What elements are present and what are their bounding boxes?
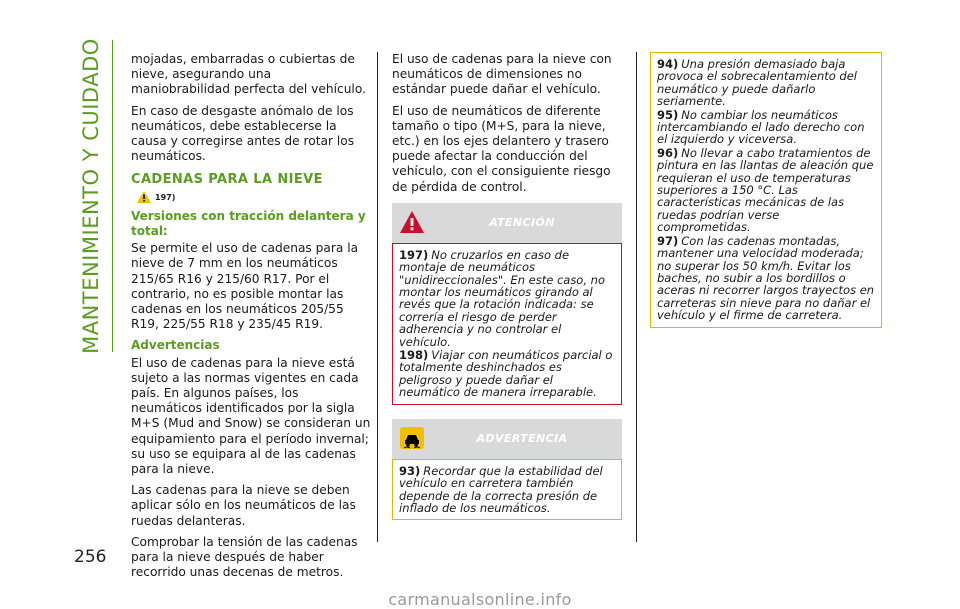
chapter-divider xyxy=(112,40,113,352)
warning-triangle-icon xyxy=(137,191,151,203)
paragraph: El uso de cadenas para la nieve está sujeto a las normas vigentes en cada país. En algunos países, los neumáticos identificados por la sigla M+S (Mud and Snow) se consideran un equipamiento para el período invernal; su uso se equipara al de las cadenas para la nieve. xyxy=(131,355,371,477)
column-3 xyxy=(650,52,882,328)
advertencia-box xyxy=(392,459,622,521)
atencion-label: ATENCIÓN xyxy=(489,215,555,229)
advertencia-continued-box xyxy=(650,52,882,328)
note-item: 96) No llevar a cabo tratamientos de pintura en las llantas de aleación que requieran el uso de temperaturas superiores a 150 °C. Las características mecánicas de las ruedas podrían verse comprometidas. xyxy=(657,145,874,235)
watermark: carmanualsonline.info xyxy=(388,590,572,609)
paragraph: Se permite el uso de cadenas para la nieve de 7 mm en los neumáticos 215/65 R16 y 215/60 R17. Por el contrario, no es posible montar las cadenas en los neumáticos 205/55 R19, 225/55 R18 y 235/45 R19. xyxy=(131,241,359,332)
chapter-title: MANTENIMIENTO Y CUIDADO xyxy=(79,38,103,354)
note-item: 93) Recordar que la estabilidad del vehículo en carretera también depende de la correcta presión de inflado de los neumáticos. xyxy=(399,463,603,515)
note-item: 197) No cruzarlos en caso de montaje de neumáticos "unidireccionales". En este caso, no montar los neumáticos girando al revés que la rotación indicada: se correría el riesgo de perder adherencia y no controlar el vehículo. xyxy=(399,247,605,349)
paragraph: Las cadenas para la nieve se deben aplicar sólo en los neumáticos de las ruedas delanteras. xyxy=(131,483,356,528)
paragraph: En caso de desgaste anómalo de los neumáticos, debe establecerse la causa y corregirse antes de rotar los neumáticos. xyxy=(131,103,355,164)
atencion-box xyxy=(392,243,622,405)
atencion-header xyxy=(392,203,622,243)
paragraph: El uso de neumáticos de diferente tamaño o tipo (M+S, para la nieve, etc.) en los ejes delantero y trasero puede afectar la conducción del vehículo, con el consiguiente riesgo de pérdida de control. xyxy=(392,103,611,194)
paragraph: El uso de cadenas para la nieve con neumáticos de dimensiones no estándar puede dañar el vehículo. xyxy=(392,52,612,97)
note-item: 95) No cambiar los neumáticos intercambiando el lado derecho con el izquierdo y viceversa. xyxy=(657,107,865,147)
reference-row xyxy=(137,190,371,205)
subsection-title: Versiones con tracción delantera y total: xyxy=(131,208,366,239)
paragraph: Comprobar la tensión de las cadenas para la nieve después de haber recorrido unas decenas de metros. xyxy=(131,534,358,580)
column-1 xyxy=(131,52,371,587)
column-2 xyxy=(392,52,622,520)
advertencia-header xyxy=(392,419,622,459)
reference-number: 197) xyxy=(155,192,176,202)
note-item: 97) Con las cadenas montadas, mantener una velocidad moderada; no superar los 50 km/h. Evitar los baches, no subir a los bordillos o aceras ni recorrer largos trayectos en carreteras sin nieve para no dañar el vehículo y el firme de carretera. xyxy=(657,233,875,323)
note-item: 94) Una presión demasiado baja provoca el sobrecalentamiento del neumático y puede dañarlo seriamente. xyxy=(657,57,858,109)
paragraph: mojadas, embarradas o cubiertas de nieve, asegurando una maniobrabilidad perfecta del vehículo. xyxy=(131,52,366,97)
column-divider xyxy=(636,52,637,542)
note-item: 198) Viajar con neumáticos parcial o totalmente deshinchados es peligroso y puede dañar el neumático de manera irreparable. xyxy=(399,348,613,400)
section-title: CADENAS PARA LA NIEVE xyxy=(131,172,323,188)
subsection-title: Advertencias xyxy=(131,338,220,353)
column-divider xyxy=(377,52,378,542)
advertencia-label: ADVERTENCIA xyxy=(476,431,568,445)
page-number: 256 xyxy=(74,547,107,567)
